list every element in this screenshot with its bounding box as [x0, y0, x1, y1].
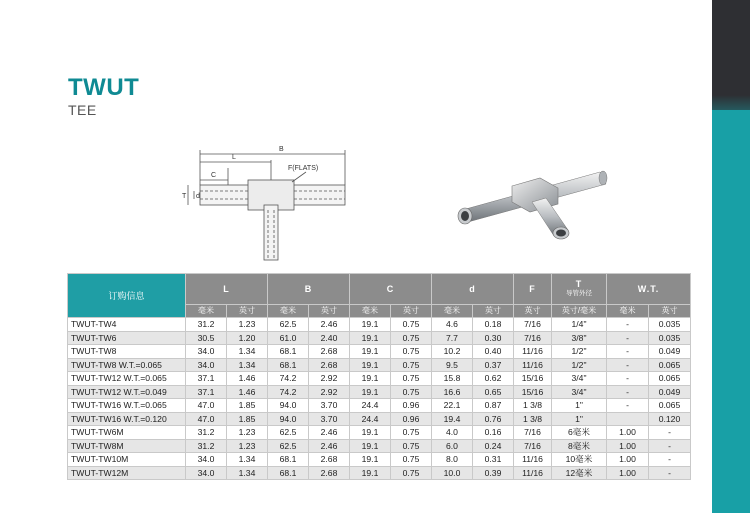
- table-cell: 0.065: [649, 372, 691, 386]
- table-cell: 0.16: [473, 426, 514, 440]
- table-cell: 2.46: [309, 439, 350, 453]
- unit-header: 英寸: [514, 305, 552, 318]
- dim-l-label: L: [232, 154, 236, 161]
- table-row: [68, 426, 691, 440]
- table-cell: 1/4": [552, 318, 607, 332]
- table-cell: 1.46: [227, 385, 268, 399]
- table-cell: 1.23: [227, 426, 268, 440]
- table-cell: 22.1: [432, 399, 473, 413]
- table-cell: 0.75: [391, 331, 432, 345]
- table-cell: 94.0: [268, 412, 309, 426]
- table-cell: -: [649, 426, 691, 440]
- table-cell: 3/4": [552, 372, 607, 386]
- table-cell: -: [607, 399, 649, 413]
- table-cell: 19.1: [350, 372, 391, 386]
- unit-header: 英寸: [309, 305, 350, 318]
- col-group-l: L: [186, 274, 268, 305]
- unit-header: 毫米: [350, 305, 391, 318]
- product-title: TWUT: [68, 74, 140, 101]
- table-cell: 11/16: [514, 345, 552, 359]
- dim-f-label: F(FLATS): [288, 165, 319, 172]
- table-row: [68, 372, 691, 386]
- table-cell: 0.065: [649, 358, 691, 372]
- table-cell: 19.1: [350, 466, 391, 480]
- table-cell: 7.7: [432, 331, 473, 345]
- order-code-cell: TWUT-TW10M: [68, 453, 186, 467]
- table-cell: 68.1: [268, 358, 309, 372]
- table-cell: 0.049: [649, 385, 691, 399]
- table-row: [68, 385, 691, 399]
- table-cell: 10.2: [432, 345, 473, 359]
- table-cell: 19.1: [350, 426, 391, 440]
- table-cell: 34.0: [186, 453, 227, 467]
- unit-header: 英寸: [473, 305, 514, 318]
- table-cell: 2.92: [309, 385, 350, 399]
- table-cell: 6.0: [432, 439, 473, 453]
- table-cell: 1.34: [227, 345, 268, 359]
- technical-drawing: [180, 140, 360, 265]
- table-cell: 1.46: [227, 372, 268, 386]
- table-cell: 1/2": [552, 345, 607, 359]
- table-row: [68, 345, 691, 359]
- table-cell: 31.2: [186, 426, 227, 440]
- table-cell: 12毫米: [552, 466, 607, 480]
- col-group-b: B: [268, 274, 350, 305]
- table-cell: 19.4: [432, 412, 473, 426]
- table-cell: 4.0: [432, 426, 473, 440]
- order-code-cell: TWUT-TW8: [68, 345, 186, 359]
- order-code-cell: TWUT-TW8M: [68, 439, 186, 453]
- table-cell: 10.0: [432, 466, 473, 480]
- table-cell: 7/16: [514, 439, 552, 453]
- table-cell: 47.0: [186, 399, 227, 413]
- table-cell: 0.87: [473, 399, 514, 413]
- table-cell: 2.46: [309, 426, 350, 440]
- table-cell: 19.1: [350, 345, 391, 359]
- order-info-header: 订购信息: [68, 274, 186, 318]
- table-cell: 15/16: [514, 385, 552, 399]
- table-cell: 0.75: [391, 466, 432, 480]
- table-cell: 68.1: [268, 345, 309, 359]
- table-cell: 62.5: [268, 426, 309, 440]
- table-cell: 19.1: [350, 385, 391, 399]
- table-cell: 3/4": [552, 385, 607, 399]
- table-cell: 1.20: [227, 331, 268, 345]
- table-cell: 0.75: [391, 318, 432, 332]
- table-cell: 1.85: [227, 399, 268, 413]
- table-cell: -: [607, 372, 649, 386]
- dim-b-label: B: [279, 146, 284, 153]
- table-cell: 1 3/8: [514, 412, 552, 426]
- table-cell: 11/16: [514, 453, 552, 467]
- order-code-cell: TWUT-TW16 W.T.=0.120: [68, 412, 186, 426]
- table-cell: -: [607, 358, 649, 372]
- table-cell: 2.46: [309, 318, 350, 332]
- table-cell: 37.1: [186, 385, 227, 399]
- table-cell: 1": [552, 399, 607, 413]
- table-row: [68, 453, 691, 467]
- unit-header: 英寸/毫米: [552, 305, 607, 318]
- table-cell: 0.75: [391, 426, 432, 440]
- table-cell: 0.035: [649, 331, 691, 345]
- table-cell: 37.1: [186, 372, 227, 386]
- table-cell: 34.0: [186, 345, 227, 359]
- table-cell: 0.40: [473, 345, 514, 359]
- table-cell: 0.31: [473, 453, 514, 467]
- table-cell: 1/2": [552, 358, 607, 372]
- table-cell: 11/16: [514, 466, 552, 480]
- table-cell: [607, 412, 649, 426]
- table-cell: 1.85: [227, 412, 268, 426]
- table-cell: -: [607, 345, 649, 359]
- table-cell: 1.34: [227, 358, 268, 372]
- table-cell: 16.6: [432, 385, 473, 399]
- order-code-cell: TWUT-TW12 W.T.=0.049: [68, 385, 186, 399]
- table-cell: 2.68: [309, 345, 350, 359]
- table-cell: 19.1: [350, 318, 391, 332]
- product-subtitle: TEE: [68, 102, 97, 118]
- table-cell: 47.0: [186, 412, 227, 426]
- table-cell: 3/8": [552, 331, 607, 345]
- table-cell: 15/16: [514, 372, 552, 386]
- table-cell: 1.00: [607, 426, 649, 440]
- table-cell: 2.92: [309, 372, 350, 386]
- table-cell: 68.1: [268, 453, 309, 467]
- table-cell: 0.75: [391, 453, 432, 467]
- table-cell: -: [607, 385, 649, 399]
- table-cell: 30.5: [186, 331, 227, 345]
- table-cell: 0.75: [391, 358, 432, 372]
- table-cell: 0.39: [473, 466, 514, 480]
- table-cell: 74.2: [268, 372, 309, 386]
- table-cell: 2.68: [309, 358, 350, 372]
- table-cell: 62.5: [268, 439, 309, 453]
- table-cell: 7/16: [514, 426, 552, 440]
- table-cell: 0.96: [391, 399, 432, 413]
- side-band-teal: [712, 110, 750, 513]
- table-row: [68, 439, 691, 453]
- table-cell: 1.23: [227, 439, 268, 453]
- unit-header: 毫米: [432, 305, 473, 318]
- table-row: [68, 466, 691, 480]
- table-cell: 0.035: [649, 318, 691, 332]
- table-cell: 6毫米: [552, 426, 607, 440]
- table-cell: 4.6: [432, 318, 473, 332]
- table-cell: 0.65: [473, 385, 514, 399]
- table-cell: -: [607, 318, 649, 332]
- table-cell: 0.76: [473, 412, 514, 426]
- table-cell: 19.1: [350, 331, 391, 345]
- table-cell: 1": [552, 412, 607, 426]
- table-cell: 62.5: [268, 318, 309, 332]
- table-cell: 0.75: [391, 345, 432, 359]
- table-cell: 1.00: [607, 466, 649, 480]
- order-code-cell: TWUT-TW6M: [68, 426, 186, 440]
- table-cell: 34.0: [186, 466, 227, 480]
- table-cell: 2.68: [309, 466, 350, 480]
- table-cell: 3.70: [309, 412, 350, 426]
- order-code-cell: TWUT-TW16 W.T.=0.065: [68, 399, 186, 413]
- table-cell: 1.23: [227, 318, 268, 332]
- spec-table: [67, 273, 691, 480]
- table-cell: 68.1: [268, 466, 309, 480]
- table-cell: 34.0: [186, 358, 227, 372]
- table-cell: 9.5: [432, 358, 473, 372]
- order-code-cell: TWUT-TW12 W.T.=0.065: [68, 372, 186, 386]
- dim-c-label: C: [211, 172, 217, 179]
- table-row: [68, 318, 691, 332]
- table-cell: 1.00: [607, 453, 649, 467]
- table-cell: 19.1: [350, 439, 391, 453]
- table-cell: 24.4: [350, 412, 391, 426]
- table-cell: 0.62: [473, 372, 514, 386]
- table-cell: 0.18: [473, 318, 514, 332]
- table-cell: 1.34: [227, 466, 268, 480]
- table-cell: -: [649, 453, 691, 467]
- order-code-cell: TWUT-TW8 W.T.=0.065: [68, 358, 186, 372]
- table-cell: 8毫米: [552, 439, 607, 453]
- table-cell: 19.1: [350, 358, 391, 372]
- table-cell: 1.00: [607, 439, 649, 453]
- dim-d-label: d: [196, 193, 200, 200]
- table-row: [68, 358, 691, 372]
- table-row: [68, 331, 691, 345]
- unit-header: 毫米: [607, 305, 649, 318]
- col-group-t-sub: 导管外径: [566, 290, 592, 297]
- unit-header: 英寸: [649, 305, 691, 318]
- table-cell: 0.065: [649, 399, 691, 413]
- table-cell: 0.30: [473, 331, 514, 345]
- order-code-cell: TWUT-TW12M: [68, 466, 186, 480]
- table-cell: 0.75: [391, 439, 432, 453]
- table-cell: 94.0: [268, 399, 309, 413]
- table-cell: 0.24: [473, 439, 514, 453]
- order-code-cell: TWUT-TW6: [68, 331, 186, 345]
- unit-header: 英寸: [227, 305, 268, 318]
- table-cell: 19.1: [350, 453, 391, 467]
- unit-header: 英寸: [391, 305, 432, 318]
- table-cell: 0.96: [391, 412, 432, 426]
- table-cell: 3.70: [309, 399, 350, 413]
- table-cell: 0.049: [649, 345, 691, 359]
- table-cell: 2.68: [309, 453, 350, 467]
- dim-t-label: T: [182, 193, 187, 200]
- spec-table-body: [68, 318, 691, 480]
- col-group-c: C: [350, 274, 432, 305]
- table-cell: 2.40: [309, 331, 350, 345]
- table-cell: 0.120: [649, 412, 691, 426]
- table-cell: 15.8: [432, 372, 473, 386]
- product-photo: [440, 158, 620, 243]
- col-group-t-label: T: [575, 279, 583, 289]
- table-cell: 31.2: [186, 318, 227, 332]
- table-cell: 11/16: [514, 358, 552, 372]
- table-cell: -: [607, 331, 649, 345]
- table-cell: 7/16: [514, 331, 552, 345]
- col-group-wt: W.T.: [607, 274, 691, 305]
- table-cell: 1 3/8: [514, 399, 552, 413]
- table-cell: 0.75: [391, 385, 432, 399]
- table-row: [68, 399, 691, 413]
- table-cell: 74.2: [268, 385, 309, 399]
- table-cell: 7/16: [514, 318, 552, 332]
- table-cell: -: [649, 466, 691, 480]
- table-cell: 10毫米: [552, 453, 607, 467]
- table-cell: -: [649, 439, 691, 453]
- order-code-cell: TWUT-TW4: [68, 318, 186, 332]
- table-cell: 0.75: [391, 372, 432, 386]
- unit-header: 毫米: [268, 305, 309, 318]
- table-cell: 61.0: [268, 331, 309, 345]
- table-cell: 31.2: [186, 439, 227, 453]
- col-group-d: d: [432, 274, 514, 305]
- table-row: [68, 412, 691, 426]
- table-cell: 8.0: [432, 453, 473, 467]
- table-cell: 24.4: [350, 399, 391, 413]
- col-group-f: F: [514, 274, 552, 305]
- unit-header: 毫米: [186, 305, 227, 318]
- col-group-t: [552, 274, 607, 305]
- table-cell: 0.37: [473, 358, 514, 372]
- table-cell: 1.34: [227, 453, 268, 467]
